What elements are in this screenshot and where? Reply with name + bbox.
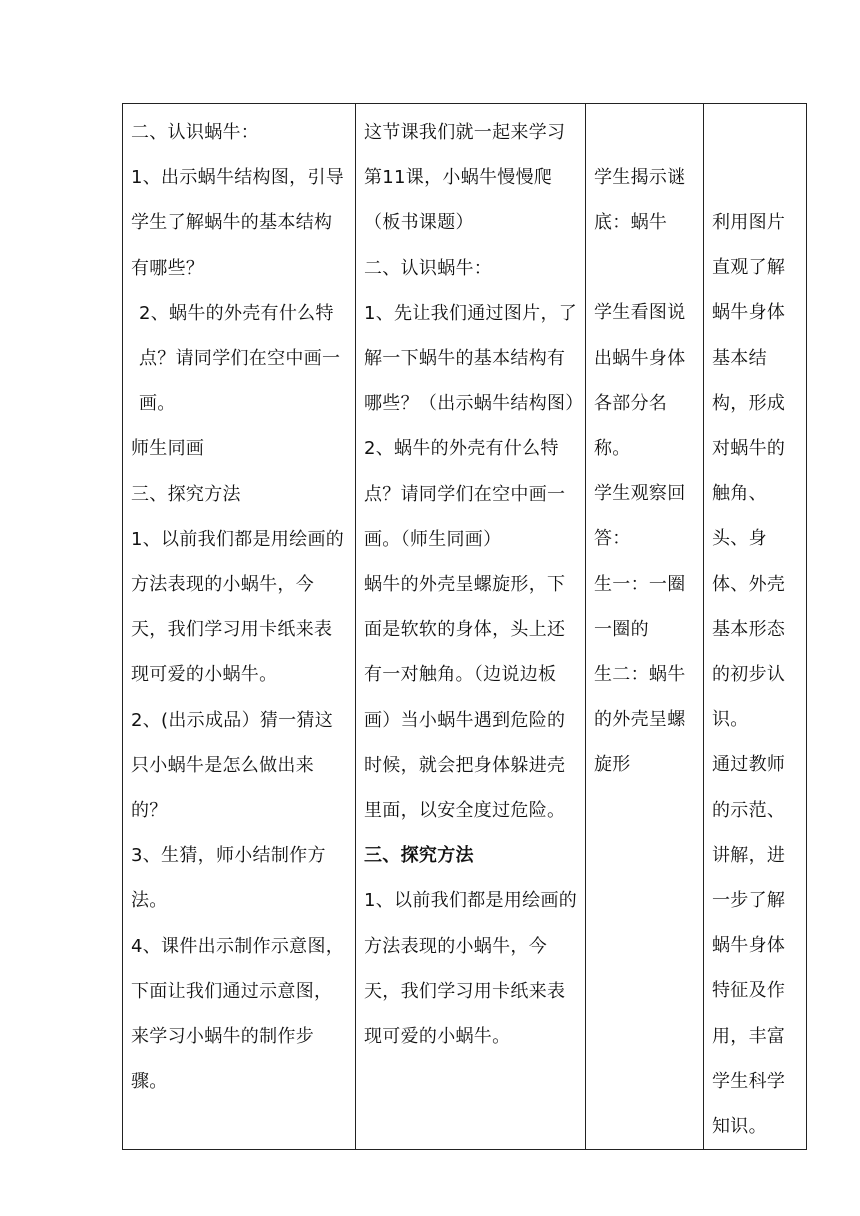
paragraph: 生二：蜗牛的外壳呈螺旋形 xyxy=(594,664,686,776)
paragraph: 2、(出示成品）猜一猜这只小蜗牛是怎么做出来的？ xyxy=(131,709,334,822)
student-activity-cell xyxy=(586,104,704,1150)
paragraph: 1、以前我们都是用绘画的方法表现的小蜗牛，今天，我们学习用卡纸来表现可爱的小蜗牛。 xyxy=(131,528,345,686)
paragraph: 学生揭示谜底：蜗牛 xyxy=(594,167,686,234)
design-intent-cell xyxy=(704,104,807,1150)
paragraph: 这节课我们就一起来学习第11课，小蜗牛慢慢爬（板书课题） xyxy=(364,122,566,234)
paragraph: 通过教师的示范、讲解，进一步了解蜗牛身体特征及作用，丰富学生科学知识。 xyxy=(712,754,786,1138)
paragraph: 1、出示蜗牛结构图，引导学生了解蜗牛的基本结构有哪些？ xyxy=(131,167,345,279)
paragraph: 三、探究方法 xyxy=(131,483,241,505)
paragraph: 2、蜗牛的外壳有什么特点？请同学们在空中画一画。 xyxy=(139,302,341,415)
paragraph: 学生观察回答： xyxy=(594,483,686,550)
paragraph: 1、先让我们通过图片，了解一下蜗牛的基本结构有哪些？（出示蜗牛结构图） xyxy=(364,302,584,415)
paragraph: 4、课件出示制作示意图，下面让我们通过示意图，来学习小蜗牛的制作步骤。 xyxy=(131,935,345,1093)
spacer xyxy=(594,245,697,290)
paragraph: 3、生猜，师小结制作方法。 xyxy=(131,845,326,912)
section-heading: 三、探究方法 xyxy=(364,845,474,867)
paragraph: 学生看图说出蜗牛身体各部分名称。 xyxy=(594,302,686,460)
paragraph: 1、以前我们都是用绘画的方法表现的小蜗牛，今天，我们学习用卡纸来表现可爱的小蜗牛。 xyxy=(364,890,578,1048)
paragraph: 二、认识蜗牛： xyxy=(364,257,493,279)
paragraph: 二、认识蜗牛： xyxy=(131,122,260,143)
paragraph: 生一：一圈一圈的 xyxy=(594,573,686,640)
table-row xyxy=(123,104,807,1150)
paragraph: 2、蜗牛的外壳有什么特点？请同学们在空中画一画。（师生同画） xyxy=(364,438,566,550)
lesson-plan-table xyxy=(122,103,807,1150)
teacher-script-cell xyxy=(356,104,586,1150)
paragraph: 利用图片直观了解蜗牛身体基本结构，形成对蜗牛的触角、头、身体、外壳基本形态的初步认识。 xyxy=(712,212,786,731)
paragraph: 师生同画 xyxy=(131,438,205,460)
paragraph: 蜗牛的外壳呈螺旋形，下面是软软的身体，头上还有一对触角。（边说边板画）当小蜗牛遇到危险的时候，就会把身体躲进壳里面，以安全度过危险。 xyxy=(364,574,566,822)
teacher-activity-cell xyxy=(123,104,356,1150)
